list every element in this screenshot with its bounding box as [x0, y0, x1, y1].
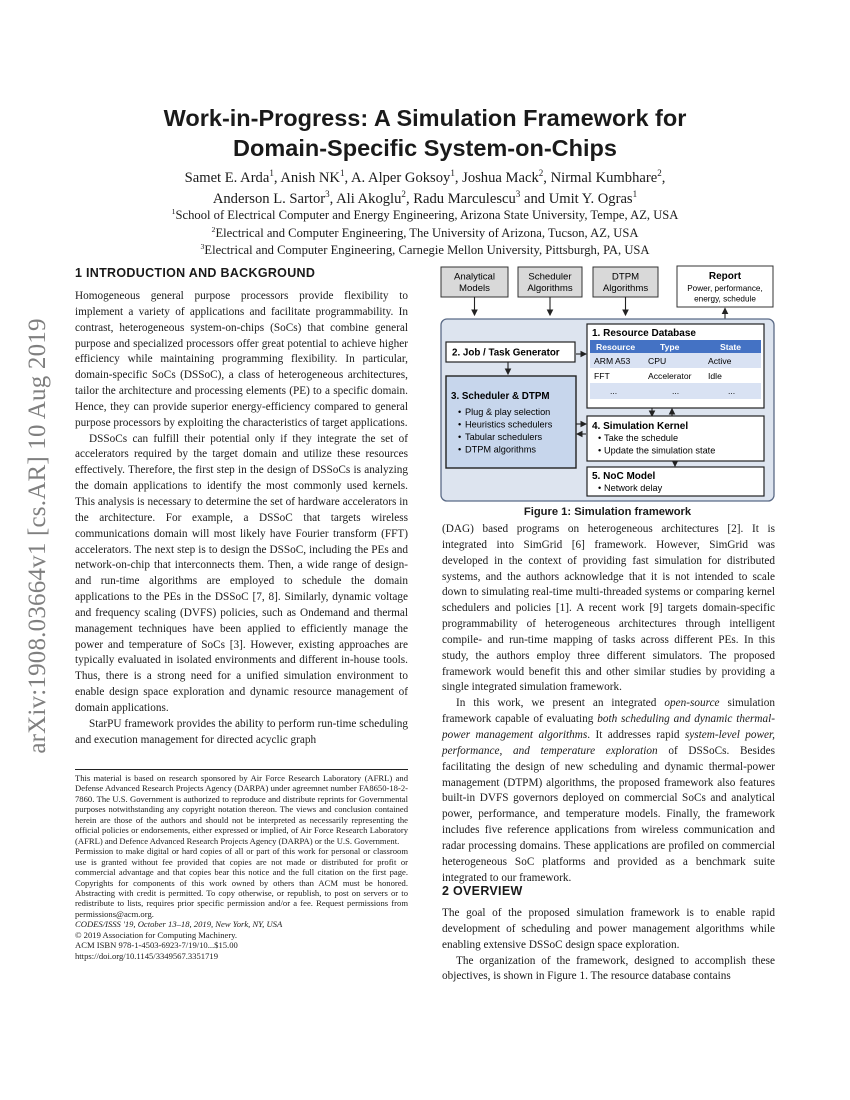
- author: Joshua Mack: [462, 170, 539, 186]
- svg-text:Tabular schedulers: Tabular schedulers: [465, 432, 543, 442]
- dtpm-algorithms-box: [593, 267, 658, 297]
- funding-note: This material is based on research sponsored by Air Force Research Laboratory (AFRL) and Defense Advanced Research Projects Agency (DARPA) under agreemnet number FA8650-18-2-7860. The U.S. Government is authorized to reproduce and distribute reprints for Governmental purposes notwithstanding any copyright notation thereon. The views and conclusion contained herein are those of the authors and should not be interpreted as necessarily representing the official policies or endorsements, either expressed or implied, of Air Force Research Laboratory (AFRL) and Defence Advanced Research Projects Agency (DARPA) or the U.S. Government.: [75, 773, 408, 846]
- author-list: Samet E. Arda$^1$, Anish $NK^1$, A. Alper Goksoy$^1$, Joshua Mack$^2$, Nirmal Kumbhare$^2$, Anderson L. Sartor$^3$, Ali Akoglu$^2$, Radu Marculescu$^3$ and Umit Y. Ogras$^1$: [184, 168, 666, 207]
- svg-text:Type: Type: [660, 342, 680, 352]
- svg-text:5. NoC Model: 5. NoC Model: [592, 471, 656, 482]
- affiliations: [75, 207, 775, 260]
- svg-text:•: •: [458, 419, 462, 430]
- svg-text:3. Scheduler & DTPM: 3. Scheduler & DTPM: [451, 391, 550, 402]
- svg-text:Power, performance,: Power, performance,: [687, 284, 763, 293]
- svg-text:Models: Models: [459, 283, 490, 294]
- paragraph: StarPU framework provides the ability to perform run-time scheduling and execution management for directed acyclic graph: [75, 717, 408, 746]
- scheduler-dtpm-box: [446, 376, 576, 468]
- author: Anish NK: [280, 170, 340, 186]
- svg-text:...: ...: [728, 386, 736, 396]
- arxiv-stamp: arXiv:1908.03664v1 [cs.AR] 10 Aug 2019: [24, 318, 51, 754]
- paragraph: DSSoCs can fulfill their potential only if they integrate the set of accelerators required by the target domain and utilize these resources effectively. Therefore, the first step in the design of DSSoCs is analyzing the domain applications to identify the most commonly used kernels. This analysis is necessary to determine the set of hardware accelerators in the architecture. For example, a DSSoC that targets wireless communications domain will most likely have Fourier transform (FFT) accelerators. The next step is to design the DSSoC, including the PEs and network-on-chip that interconnects them. Then, a wide range of design- and run-time algorithms are employed to schedule the domain applications to the PEs in the DSSoC [7, 8]. Similarly, dynamic voltage and frequency scaling (DVFS) policies, such as Ondemand and thermal management techniques have been applied to efficiently manage the power and temperature of SoCs [3]. However, existing approaches are typically evaluated in isolated environments and different in-house tools. Thus, there is a strong need for a unified simulation environment to enable design space exploration and dynamic resource management of domain applications.: [75, 432, 408, 714]
- svg-text:Accelerator: Accelerator: [648, 371, 692, 381]
- paragraph: The organization of the framework, designed to accomplish these objectives, is shown in Figure 1. The resource database contains: [442, 954, 775, 983]
- svg-text:•: •: [458, 407, 462, 417]
- figure-simulation-framework: [440, 264, 775, 504]
- svg-text:1. Resource Database: 1. Resource Database: [592, 328, 696, 339]
- author: A. Alper Goksoy: [351, 170, 451, 186]
- author: Anderson L. Sartor: [212, 190, 326, 207]
- svg-text:2. Job / Task Generator: 2. Job / Task Generator: [452, 347, 560, 359]
- svg-text:4. Simulation Kernel: 4. Simulation Kernel: [592, 421, 689, 432]
- svg-text:Resource: Resource: [596, 342, 636, 352]
- svg-text:State: State: [720, 342, 742, 352]
- svg-text:...: ...: [672, 386, 680, 396]
- svg-text:•: •: [458, 444, 462, 455]
- svg-text:CPU: CPU: [648, 356, 667, 366]
- doi-link[interactable]: https://doi.org/10.1145/3349567.3351719: [75, 950, 218, 961]
- svg-text:...: ...: [610, 386, 618, 396]
- paragraph: In this work, we present an integrated open-source simulation framework capable of evaluating both scheduling and dynamic thermal-power management algorithms. It addresses rapid system-level power, performance, and temperature exploration of DSSoCs. Besides facilitating the design of new scheduling and dynamic thermal-power management (DTPM) algorithms, the proposed framework also features built-in DVFS governors deployed on commercial SoCs and analytical power, performance, and temperature models. Finally, the framework includes five reference applications from wireless communication and radar processing domains. These applications are profiled on commercial heterogeneous SoC platforms and provided as a benchmark suite integrated to our framework.: [442, 697, 776, 884]
- svg-text:Network delay: Network delay: [604, 483, 663, 493]
- svg-text:Plug & play selection: Plug & play selection: [465, 407, 551, 417]
- svg-text:Heuristics schedulers: Heuristics schedulers: [465, 419, 553, 430]
- paper-title: Work-in-Progress: A Simulation Framework for Domain-Specific System-on-Chips: [163, 105, 687, 161]
- svg-text:Analytical: Analytical: [453, 271, 496, 283]
- affiliation: $^1$School of Electrical Computer and Energy Engineering, Arizona State University, Tempe, AZ, USA: [171, 206, 679, 222]
- svg-text:Take the schedule: Take the schedule: [604, 433, 679, 443]
- svg-text:ARM A53: ARM A53: [594, 356, 631, 366]
- paragraph: The goal of the proposed simulation framework is to enable rapid development of scheduling and power management algorithms while enabling extensive DSSoC design space exploration.: [442, 907, 775, 951]
- author: Umit Y. Ogras: [548, 190, 633, 207]
- section-heading-introduction: 1 INTRODUCTION AND BACKGROUND: [75, 266, 316, 280]
- right-column: [442, 522, 775, 886]
- svg-text:Active: Active: [708, 356, 732, 366]
- section-heading-overview: 2 OVERVIEW: [442, 884, 523, 898]
- svg-text:Scheduler: Scheduler: [528, 271, 572, 283]
- svg-text:•: •: [598, 445, 602, 456]
- footnote-block: [75, 769, 408, 961]
- permission-note: Permission to make digital or hard copies of all or part of this work for personal or classroom use is granted without fee provided that copies are not made or distributed for profit or commercial advantage and that copies bear this notice and the full citation on the first page. Copyrights for components of this work owned by others than ACM must be honored. Abstracting with credit is permitted. To copy otherwise, or republish, to post on servers or to redistribute to lists, requires prior specific permission and/or a fee. Request permissions from permissions@acm.org.: [75, 846, 408, 919]
- author: Samet E. Arda: [184, 170, 270, 186]
- svg-text:DTPM algorithms: DTPM algorithms: [465, 444, 536, 455]
- figure-caption: Figure 1: Simulation framework: [523, 506, 692, 518]
- overview-text: [442, 906, 775, 985]
- svg-text:•: •: [598, 483, 602, 493]
- author: Radu Marculescu: [413, 190, 516, 207]
- footnote-rule: [75, 769, 408, 770]
- report-box: [677, 266, 773, 307]
- copyright-note: © 2019 Association for Computing Machinery.: [75, 929, 238, 940]
- affiliation: $^2$Electrical and Computer Engineering, The University of Arizona, Tucson, AZ, USA: [211, 224, 639, 240]
- author: Ali Akoglu: [336, 190, 402, 207]
- isbn-note: ACM ISBN 978-1-4503-6923-7/19/10...$15.00: [75, 940, 238, 951]
- simulation-kernel-box: [587, 416, 764, 461]
- resource-database-box: [587, 324, 764, 408]
- svg-text:•: •: [458, 432, 462, 442]
- svg-text:•: •: [598, 433, 602, 443]
- affiliation: $^3$Electrical and Computer Engineering, Carnegie Mellon University, Pittsburgh, PA, USA: [200, 241, 650, 257]
- svg-text:Idle: Idle: [708, 371, 722, 381]
- job-task-generator-box: [446, 342, 575, 362]
- paragraph: (DAG) based programs on heterogeneous architectures [2]. It is integrated into SimGrid [6] framework. However, SimGrid was developed in the context of providing fast simulation for distributed systems, and the authors acknowledge that it is not intended to scale down to simulating real-time multi-threaded systems or comparing kernel schedulers and policies [1]. A recent work [9] targets domain-specific programmability of heterogeneous architectures through intelligent compile- and run-time mapping of tasks across different PEs. In this study, the authors employ three different simulators. The proposed framework would benefit this and other similar studies by providing a single integrated simulation framework.: [442, 523, 775, 694]
- svg-text:Update the simulation state: Update the simulation state: [604, 445, 716, 456]
- conference-note: CODES/ISSS '19, October 13–18, 2019, New York, NY, USA: [75, 919, 283, 930]
- svg-text:DTPM: DTPM: [611, 271, 640, 283]
- svg-text:energy, schedule: energy, schedule: [694, 294, 756, 304]
- noc-model-box: [587, 467, 764, 496]
- analytical-models-box: [441, 267, 508, 297]
- svg-text:Algorithms: Algorithms: [602, 283, 649, 294]
- svg-text:Report: Report: [708, 271, 742, 282]
- paragraph: Homogeneous general purpose processors provide flexibility to implement a variety of applications and facilitate programmability. In contrast, heterogeneous system-on-chips (SoCs) that combine general purpose and specialized processors offer great potential to achieve higher efficiency while maintaining programming flexibility. In particular, domain-specific SoCs (DSSoC), a class of heterogeneous architectures, tailor the architecture and processing elements (PE) to a specific domain. Hence, they can provide superior energy-efficiency compared to general purpose processors by exploiting the characteristics of target applications.: [75, 290, 408, 429]
- svg-text:Algorithms: Algorithms: [527, 283, 573, 294]
- svg-text:FFT: FFT: [594, 371, 610, 381]
- author: Nirmal Kumbhare: [550, 170, 658, 186]
- left-column: [75, 289, 408, 748]
- scheduler-algorithms-box: [518, 267, 582, 297]
